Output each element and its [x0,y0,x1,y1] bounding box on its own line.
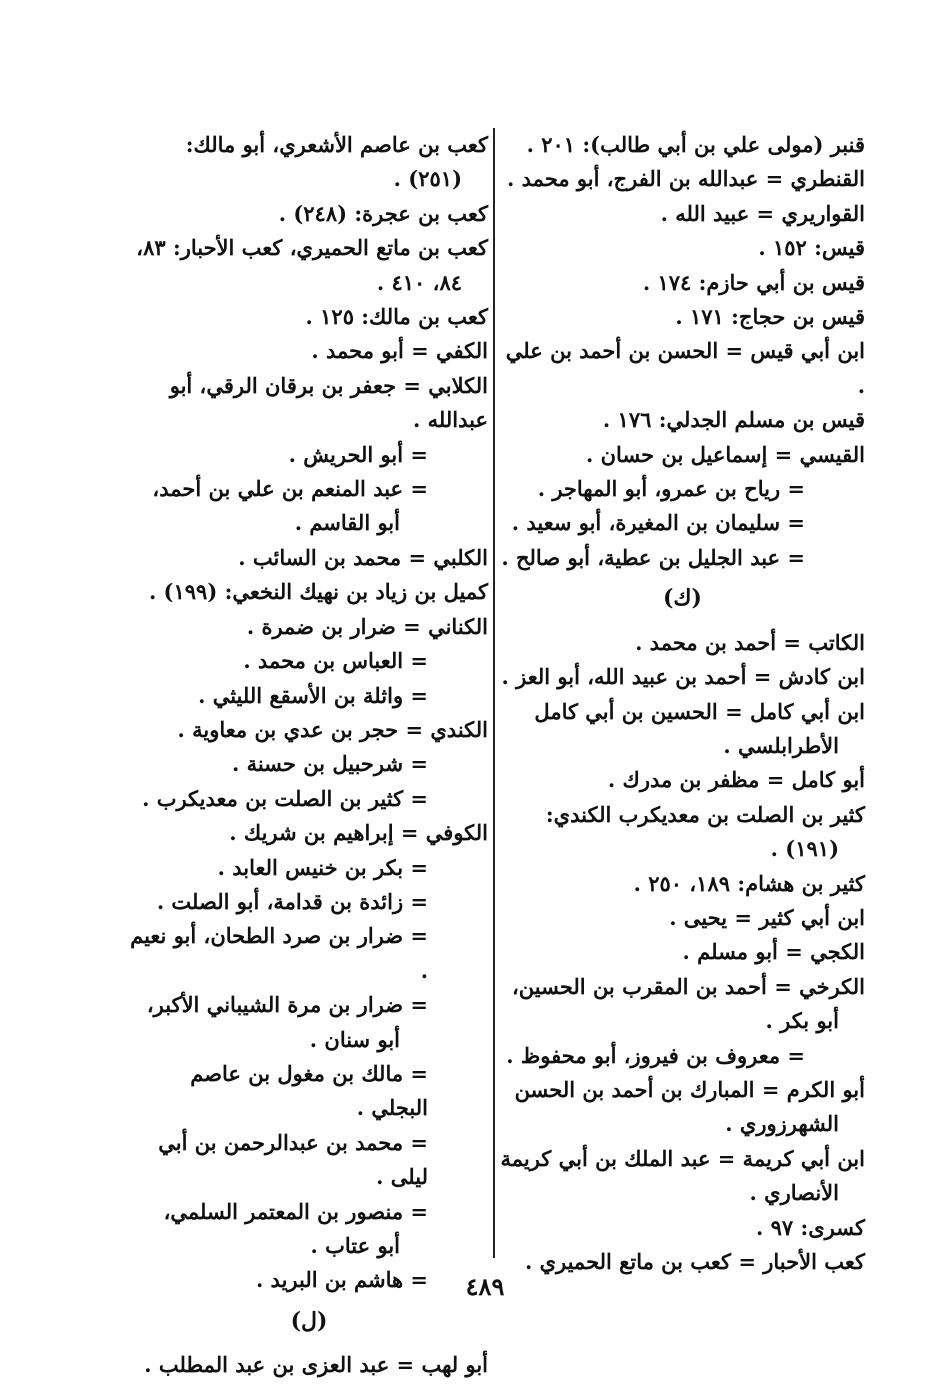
index-entry: كعب بن عاصم الأشعري، أبو مالك: [185,132,488,157]
index-column-right [500,128,865,1279]
index-entry: قنبر (مولى علي بن أبي طالب): ٢٠١ . [526,132,865,157]
index-entry: كعب بن مالك: ١٢٥ . [305,304,488,330]
index-subentry: = كثير بن الصلت بن معديكرب . [142,785,428,811]
index-entry: الكاتب = أحمد بن محمد . [635,629,865,655]
index-entry: قيس بن مسلم الجدلي: ١٧٦ . [602,407,865,433]
index-entry-continuation: (١٩١) . [770,836,839,862]
index-subentry: = واثلة بن الأسقع الليثي . [198,682,428,708]
index-entry: قيس بن أبي حازم: ١٧٤ . [642,269,865,295]
index-entry: كثير بن هشام: ١٨٩، ٢٥٠ . [633,870,865,896]
index-subentry: = هاشم بن البريد . [255,1267,428,1293]
index-entry: أبو الكرم = المبارك بن أحمد بن الحسن [514,1076,865,1102]
column-divider [493,128,495,1258]
index-subentry: = عبد المنعم بن علي بن أحمد، [152,476,428,502]
index-entry: كسرى: ٩٧ . [755,1214,865,1240]
index-entry: الكناني = ضرار بن ضمرة . [246,613,488,639]
index-entry: قيس: ١٥٢ . [758,235,865,261]
index-entry: الكندي = حجر بن عدي بن معاوية . [177,716,488,742]
index-entry: الكجي = أبو مسلم . [682,939,865,965]
page-number: ٤٨٩ [465,1272,505,1301]
index-entry-continuation: الأطرابلسي . [723,732,839,758]
index-subentry: = زائدة بن قدامة، أبو الصلت . [156,888,428,914]
index-subentry: = ضرار بن صرد الطحان، أبو نعيم . [130,923,428,983]
index-subentry: = معروف بن فيروز، أبو محفوظ . [506,1042,805,1068]
index-subentry: = سليمان بن المغيرة، أبو سعيد . [511,510,805,536]
index-subentry: = ضرار بن مرة الشيباني الأكبر، [146,992,428,1018]
index-subentry: = محمد بن عبدالرحمن بن أبي ليلى . [158,1129,428,1190]
index-entry: الكلبي = محمد بن السائب . [238,544,488,570]
index-entry: أبو لهب = عبد العزى بن عبد المطلب . [144,1352,488,1378]
index-entry: ابن أبي كريمة = عبد الملك بن أبي كريمة [500,1145,865,1171]
index-subentry-continuation: أبو القاسم . [294,510,400,536]
index-entry: الكرخي = أحمد بن المقرب بن الحسين، [512,973,865,999]
index-subentry: = أبو الحريش . [288,441,428,467]
index-subentry-continuation: أبو سنان . [309,1026,400,1052]
index-entry: قيس بن حجاج: ١٧١ . [675,304,865,330]
index-subentry: = رياح بن عمرو، أبو المهاجر . [537,476,805,502]
index-entry: كعب بن ماتع الحميري، كعب الأحبار: ٨٣، [136,235,488,261]
index-entry: الكلابي = جعفر بن برقان الرقي، أبو عبدالله . [169,372,488,433]
index-entry: كثير بن الصلت بن معديكرب الكندي: [545,801,865,827]
index-subentry: = مالك بن مغول بن عاصم البجلي . [190,1060,428,1121]
index-entry: الكفي = أبو محمد . [311,338,488,364]
index-entry: ابن كادش = أحمد بن عبيد الله، أبو العز . [501,664,865,690]
index-subentry: = العباس بن محمد . [243,648,428,674]
index-entry-continuation: الأنصاري . [749,1180,839,1206]
index-entry: ابن أبي قيس = الحسن بن أحمد بن علي . [505,338,865,398]
index-entry: الكوفي = إبراهيم بن شريك . [229,820,488,846]
index-entry-continuation: الشهرزوري . [725,1111,839,1137]
index-entry: ابن أبي كثير = يحيى . [669,904,865,930]
index-subentry: = عبد الجليل بن عطية، أبو صالح . [501,544,805,570]
index-entry-continuation: (٢٥١) . [393,166,462,192]
index-entry: القنطري = عبدالله بن الفرج، أبو محمد . [507,166,865,192]
index-subentry-continuation: أبو عتاب . [310,1233,400,1258]
section-heading-kaf: (ك) [663,585,702,612]
index-entry: ابن أبي كامل = الحسين بن أبي كامل [534,698,865,724]
index-subentry: = منصور بن المعتمر السلمي، [163,1198,428,1224]
index-subentry: = بكر بن خنيس العابد . [217,854,428,880]
index-entry-continuation: أبو بكر . [765,1008,839,1034]
index-column-left [130,128,488,1383]
index-subentry: = شرحبيل بن حسنة . [231,751,428,777]
section-heading-lam: (ل) [290,1307,328,1334]
index-entry: أبو كامل = مظفر بن مدرك . [607,767,865,793]
index-entry-continuation: ٨٤، ٤١٠ . [376,269,462,295]
index-entry: كعب الأحبار = كعب بن ماتع الحميري . [524,1249,865,1274]
index-entry: القواريري = عبيد الله . [660,200,865,226]
index-entry: القيسي = إسماعيل بن حسان . [586,441,865,467]
index-entry: كميل بن زياد بن نهيك النخعي: (١٩٩) . [148,579,488,605]
index-entry: كعب بن عجرة: (٢٤٨) . [278,200,488,226]
